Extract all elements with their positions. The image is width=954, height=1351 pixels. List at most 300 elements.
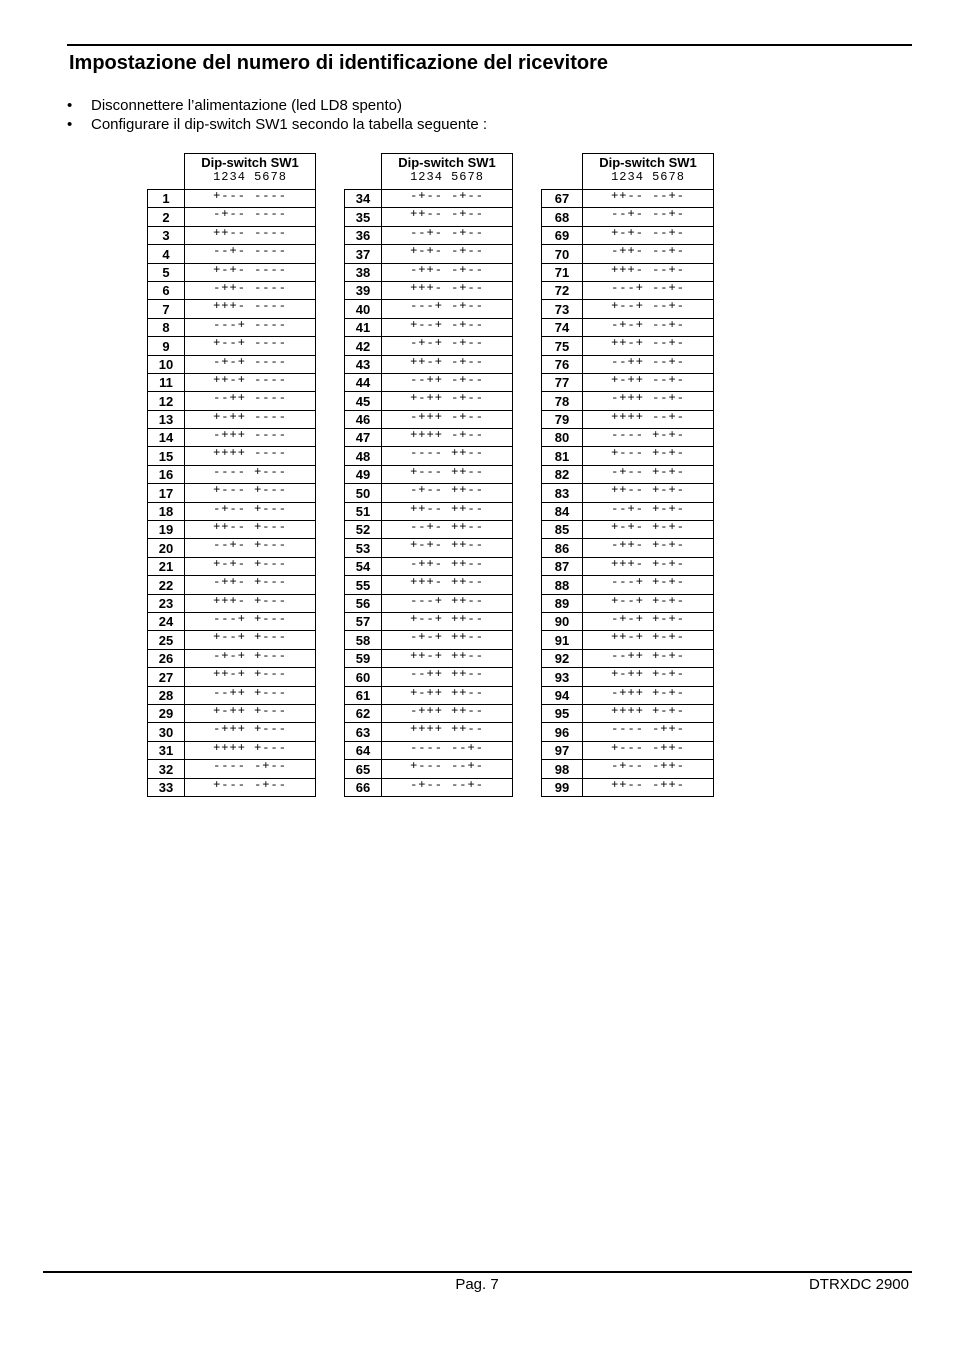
receiver-id-cell: 25 <box>148 631 185 649</box>
switch-setting-cell: +++- -+-- <box>382 281 513 299</box>
switch-setting-cell: +-+- -+-- <box>382 245 513 263</box>
switch-setting-cell: +-+- --+- <box>583 226 714 244</box>
receiver-id-cell: 95 <box>542 704 583 722</box>
receiver-id-cell: 42 <box>345 337 382 355</box>
table-row <box>345 502 513 520</box>
switch-setting-cell: ++-- +--- <box>185 521 316 539</box>
receiver-id-cell: 69 <box>542 226 583 244</box>
receiver-id-cell: 47 <box>345 429 382 447</box>
receiver-id-cell: 84 <box>542 502 583 520</box>
switch-setting-cell: ++-+ +--- <box>185 668 316 686</box>
switch-setting-cell: +--+ ++-- <box>382 612 513 630</box>
switch-setting-cell: +++- ++-- <box>382 576 513 594</box>
receiver-id-cell: 73 <box>542 300 583 318</box>
table-row <box>542 649 714 667</box>
column-header-switch-numbers: 1234 5678 <box>611 170 685 184</box>
dip-switch-table-2 <box>344 153 513 797</box>
list-item <box>67 115 487 134</box>
receiver-id-cell: 62 <box>345 704 382 722</box>
receiver-id-cell: 82 <box>542 465 583 483</box>
receiver-id-cell: 52 <box>345 521 382 539</box>
receiver-id-cell: 48 <box>345 447 382 465</box>
switch-setting-cell: -+++ ---- <box>185 429 316 447</box>
switch-setting-cell: ++++ +--- <box>185 741 316 759</box>
table-row <box>345 686 513 704</box>
table-row <box>345 465 513 483</box>
table-row <box>148 484 316 502</box>
switch-setting-cell: ++++ --+- <box>583 410 714 428</box>
switch-setting-cell: +-++ +--- <box>185 704 316 722</box>
receiver-id-cell: 85 <box>542 521 583 539</box>
receiver-id-cell: 53 <box>345 539 382 557</box>
bullet-icon: • <box>67 97 73 114</box>
receiver-id-cell: 83 <box>542 484 583 502</box>
switch-setting-cell: +++- +--- <box>185 594 316 612</box>
table-row <box>345 245 513 263</box>
receiver-id-cell: 78 <box>542 392 583 410</box>
switch-setting-cell: +--- +--- <box>185 484 316 502</box>
table-row <box>542 723 714 741</box>
table-row <box>148 392 316 410</box>
receiver-id-cell: 35 <box>345 208 382 226</box>
table-row <box>148 649 316 667</box>
switch-setting-cell: -+-+ --+- <box>583 318 714 336</box>
table-row <box>542 521 714 539</box>
switch-setting-cell: ---- --+- <box>382 741 513 759</box>
table-row <box>345 410 513 428</box>
receiver-id-cell: 32 <box>148 760 185 778</box>
receiver-id-cell: 49 <box>345 465 382 483</box>
receiver-id-cell: 9 <box>148 337 185 355</box>
switch-setting-cell: -+-- -++- <box>583 760 714 778</box>
header-blank-cell <box>148 154 185 190</box>
table-row <box>345 741 513 759</box>
switch-setting-cell: -+-+ +--- <box>185 649 316 667</box>
receiver-id-cell: 23 <box>148 594 185 612</box>
table-row <box>542 668 714 686</box>
receiver-id-cell: 10 <box>148 355 185 373</box>
table-row <box>542 226 714 244</box>
table-row <box>345 484 513 502</box>
list-item <box>67 96 487 115</box>
receiver-id-cell: 12 <box>148 392 185 410</box>
receiver-id-cell: 14 <box>148 429 185 447</box>
receiver-id-cell: 22 <box>148 576 185 594</box>
table-row <box>148 557 316 575</box>
receiver-id-cell: 51 <box>345 502 382 520</box>
switch-setting-cell: ---+ +--- <box>185 612 316 630</box>
column-header <box>185 154 316 190</box>
switch-setting-cell: ++-+ -+-- <box>382 355 513 373</box>
table-row <box>542 741 714 759</box>
switch-setting-cell: ++-- --+- <box>583 190 714 208</box>
switch-setting-cell: ---- -+-- <box>185 760 316 778</box>
receiver-id-cell: 3 <box>148 226 185 244</box>
switch-setting-cell: ++-+ ---- <box>185 373 316 391</box>
table-row <box>148 318 316 336</box>
table-row <box>148 263 316 281</box>
table-row <box>345 318 513 336</box>
table-row <box>148 668 316 686</box>
receiver-id-cell: 21 <box>148 557 185 575</box>
receiver-id-cell: 17 <box>148 484 185 502</box>
receiver-id-cell: 34 <box>345 190 382 208</box>
receiver-id-cell: 27 <box>148 668 185 686</box>
switch-setting-cell: +--- -+-- <box>185 778 316 796</box>
receiver-id-cell: 7 <box>148 300 185 318</box>
top-rule <box>67 44 912 46</box>
table-row <box>148 410 316 428</box>
table-row <box>542 300 714 318</box>
table-row <box>345 373 513 391</box>
table-row <box>345 521 513 539</box>
switch-setting-cell: -+-- -+-- <box>382 190 513 208</box>
receiver-id-cell: 65 <box>345 760 382 778</box>
receiver-id-cell: 50 <box>345 484 382 502</box>
receiver-id-cell: 43 <box>345 355 382 373</box>
column-header-switch-numbers: 1234 5678 <box>410 170 484 184</box>
switch-setting-cell: +--- --+- <box>382 760 513 778</box>
switch-setting-cell: +-++ +-+- <box>583 668 714 686</box>
switch-setting-cell: ++-- -++- <box>583 778 714 796</box>
table-row <box>542 594 714 612</box>
receiver-id-cell: 54 <box>345 557 382 575</box>
table-row <box>148 502 316 520</box>
table-row <box>148 539 316 557</box>
switch-setting-cell: ---- -++- <box>583 723 714 741</box>
table-row <box>148 760 316 778</box>
receiver-id-cell: 31 <box>148 741 185 759</box>
table-row <box>542 465 714 483</box>
switch-setting-cell: -+-- +-+- <box>583 465 714 483</box>
receiver-id-cell: 70 <box>542 245 583 263</box>
dip-switch-table <box>344 153 513 797</box>
switch-setting-cell: -+++ +-+- <box>583 686 714 704</box>
receiver-id-cell: 91 <box>542 631 583 649</box>
table-row <box>148 612 316 630</box>
receiver-id-cell: 20 <box>148 539 185 557</box>
switch-setting-cell: -+-+ -+-- <box>382 337 513 355</box>
switch-setting-cell: ++-- +-+- <box>583 484 714 502</box>
receiver-id-cell: 75 <box>542 337 583 355</box>
switch-setting-cell: --+- +-+- <box>583 502 714 520</box>
switch-setting-cell: ++++ ++-- <box>382 723 513 741</box>
switch-setting-cell: -+-+ ++-- <box>382 631 513 649</box>
table-row <box>345 594 513 612</box>
switch-setting-cell: ++++ +-+- <box>583 704 714 722</box>
receiver-id-cell: 89 <box>542 594 583 612</box>
switch-setting-cell: ++++ ---- <box>185 447 316 465</box>
switch-setting-cell: --++ +-+- <box>583 649 714 667</box>
receiver-id-cell: 66 <box>345 778 382 796</box>
switch-setting-cell: +-++ --+- <box>583 373 714 391</box>
table-row <box>542 760 714 778</box>
receiver-id-cell: 94 <box>542 686 583 704</box>
receiver-id-cell: 8 <box>148 318 185 336</box>
receiver-id-cell: 72 <box>542 281 583 299</box>
switch-setting-cell: -++- --+- <box>583 245 714 263</box>
table-row <box>345 263 513 281</box>
header-blank-cell <box>542 154 583 190</box>
switch-setting-cell: -+-- ++-- <box>382 484 513 502</box>
switch-setting-cell: +-+- ++-- <box>382 539 513 557</box>
receiver-id-cell: 58 <box>345 631 382 649</box>
receiver-id-cell: 87 <box>542 557 583 575</box>
switch-setting-cell: ---- +-+- <box>583 429 714 447</box>
table-row <box>148 576 316 594</box>
receiver-id-cell: 15 <box>148 447 185 465</box>
receiver-id-cell: 81 <box>542 447 583 465</box>
receiver-id-cell: 45 <box>345 392 382 410</box>
switch-setting-cell: --+- ---- <box>185 245 316 263</box>
table-row <box>148 594 316 612</box>
receiver-id-cell: 80 <box>542 429 583 447</box>
table-row <box>542 373 714 391</box>
switch-setting-cell: -++- ++-- <box>382 557 513 575</box>
table-header-row <box>345 154 513 190</box>
receiver-id-cell: 38 <box>345 263 382 281</box>
table-row <box>345 226 513 244</box>
table-row <box>542 318 714 336</box>
instruction-text: Disconnettere l’alimentazione (led LD8 spento) <box>91 97 403 114</box>
receiver-id-cell: 63 <box>345 723 382 741</box>
dip-switch-table-1 <box>147 153 316 797</box>
bullet-icon: • <box>67 116 73 133</box>
receiver-id-cell: 64 <box>345 741 382 759</box>
switch-setting-cell: --++ ++-- <box>382 668 513 686</box>
switch-setting-cell: ---+ ---- <box>185 318 316 336</box>
receiver-id-cell: 86 <box>542 539 583 557</box>
table-row <box>148 465 316 483</box>
receiver-id-cell: 5 <box>148 263 185 281</box>
switch-setting-cell: +--- ---- <box>185 190 316 208</box>
switch-setting-cell: +--- +-+- <box>583 447 714 465</box>
switch-setting-cell: +--+ ---- <box>185 337 316 355</box>
column-header-title: Dip-switch SW1 <box>201 155 299 170</box>
switch-setting-cell: ---- ++-- <box>382 447 513 465</box>
header-blank-cell <box>345 154 382 190</box>
switch-setting-cell: -++- -+-- <box>382 263 513 281</box>
table-row <box>345 612 513 630</box>
table-row <box>148 741 316 759</box>
switch-setting-cell: ++-+ --+- <box>583 337 714 355</box>
switch-setting-cell: --+- -+-- <box>382 226 513 244</box>
table-row <box>345 190 513 208</box>
table-row <box>542 281 714 299</box>
table-row <box>345 429 513 447</box>
table-row <box>542 612 714 630</box>
receiver-id-cell: 28 <box>148 686 185 704</box>
switch-setting-cell: ---+ ++-- <box>382 594 513 612</box>
table-row <box>542 355 714 373</box>
table-row <box>345 760 513 778</box>
table-row <box>345 576 513 594</box>
switch-setting-cell: -+++ ++-- <box>382 704 513 722</box>
table-row <box>345 704 513 722</box>
table-row <box>345 355 513 373</box>
table-row <box>345 539 513 557</box>
table-row <box>542 576 714 594</box>
table-header-row <box>542 154 714 190</box>
receiver-id-cell: 30 <box>148 723 185 741</box>
receiver-id-cell: 77 <box>542 373 583 391</box>
receiver-id-cell: 46 <box>345 410 382 428</box>
table-row <box>345 631 513 649</box>
table-row <box>542 704 714 722</box>
table-row <box>542 263 714 281</box>
receiver-id-cell: 39 <box>345 281 382 299</box>
receiver-id-cell: 76 <box>542 355 583 373</box>
switch-setting-cell: --++ +--- <box>185 686 316 704</box>
column-header-title: Dip-switch SW1 <box>599 155 697 170</box>
document-code: DTRXDC 2900 <box>808 1276 909 1293</box>
table-row <box>345 392 513 410</box>
instruction-text: Configurare il dip-switch SW1 secondo la tabella seguente : <box>91 116 488 133</box>
table-row <box>148 723 316 741</box>
table-row <box>542 778 714 796</box>
table-row <box>148 521 316 539</box>
switch-setting-cell: ++-+ +-+- <box>583 631 714 649</box>
table-row <box>345 778 513 796</box>
receiver-id-cell: 90 <box>542 612 583 630</box>
receiver-id-cell: 11 <box>148 373 185 391</box>
dip-switch-table <box>541 153 714 797</box>
table-row <box>148 190 316 208</box>
switch-setting-cell: -+-- ---- <box>185 208 316 226</box>
switch-setting-cell: +--+ --+- <box>583 300 714 318</box>
table-row <box>148 245 316 263</box>
receiver-id-cell: 61 <box>345 686 382 704</box>
switch-setting-cell: +-+- ---- <box>185 263 316 281</box>
receiver-id-cell: 98 <box>542 760 583 778</box>
switch-setting-cell: ++++ -+-- <box>382 429 513 447</box>
table-row <box>345 300 513 318</box>
table-row <box>345 208 513 226</box>
table-row <box>542 539 714 557</box>
receiver-id-cell: 40 <box>345 300 382 318</box>
column-header-title: Dip-switch SW1 <box>398 155 496 170</box>
table-row <box>542 410 714 428</box>
switch-setting-cell: -++- +-+- <box>583 539 714 557</box>
table-row <box>148 226 316 244</box>
bottom-rule <box>43 1271 912 1273</box>
receiver-id-cell: 56 <box>345 594 382 612</box>
receiver-id-cell: 68 <box>542 208 583 226</box>
table-row <box>148 686 316 704</box>
table-row <box>148 355 316 373</box>
receiver-id-cell: 33 <box>148 778 185 796</box>
receiver-id-cell: 13 <box>148 410 185 428</box>
receiver-id-cell: 36 <box>345 226 382 244</box>
table-row <box>345 447 513 465</box>
table-row <box>542 484 714 502</box>
switch-setting-cell: +-++ ++-- <box>382 686 513 704</box>
receiver-id-cell: 4 <box>148 245 185 263</box>
receiver-id-cell: 71 <box>542 263 583 281</box>
receiver-id-cell: 44 <box>345 373 382 391</box>
table-row <box>148 429 316 447</box>
receiver-id-cell: 67 <box>542 190 583 208</box>
table-row <box>148 447 316 465</box>
receiver-id-cell: 59 <box>345 649 382 667</box>
table-row <box>345 649 513 667</box>
table-header-row <box>148 154 316 190</box>
table-row <box>542 502 714 520</box>
receiver-id-cell: 93 <box>542 668 583 686</box>
table-row <box>542 392 714 410</box>
table-row <box>345 668 513 686</box>
table-row <box>542 447 714 465</box>
dip-switch-table-3 <box>541 153 714 797</box>
table-row <box>542 245 714 263</box>
column-header <box>382 154 513 190</box>
switch-setting-cell: -+++ +--- <box>185 723 316 741</box>
table-row <box>148 704 316 722</box>
switch-setting-cell: -+++ --+- <box>583 392 714 410</box>
table-row <box>542 631 714 649</box>
table-row <box>345 557 513 575</box>
switch-setting-cell: --++ -+-- <box>382 373 513 391</box>
receiver-id-cell: 26 <box>148 649 185 667</box>
receiver-id-cell: 88 <box>542 576 583 594</box>
receiver-id-cell: 55 <box>345 576 382 594</box>
switch-setting-cell: +++- +-+- <box>583 557 714 575</box>
switch-setting-cell: +-++ ---- <box>185 410 316 428</box>
receiver-id-cell: 92 <box>542 649 583 667</box>
switch-setting-cell: ---- +--- <box>185 465 316 483</box>
receiver-id-cell: 97 <box>542 741 583 759</box>
switch-setting-cell: --+- +--- <box>185 539 316 557</box>
table-row <box>148 631 316 649</box>
table-row <box>148 281 316 299</box>
receiver-id-cell: 79 <box>542 410 583 428</box>
receiver-id-cell: 16 <box>148 465 185 483</box>
switch-setting-cell: +-++ -+-- <box>382 392 513 410</box>
table-row <box>542 190 714 208</box>
receiver-id-cell: 24 <box>148 612 185 630</box>
switch-setting-cell: -++- ---- <box>185 281 316 299</box>
switch-setting-cell: --+- ++-- <box>382 521 513 539</box>
switch-setting-cell: -++- +--- <box>185 576 316 594</box>
switch-setting-cell: -+-+ ---- <box>185 355 316 373</box>
table-row <box>148 778 316 796</box>
column-header-switch-numbers: 1234 5678 <box>213 170 287 184</box>
page-title: Impostazione del numero di identificazione del ricevitore <box>69 52 608 74</box>
switch-setting-cell: -+-+ +-+- <box>583 612 714 630</box>
table-row <box>148 300 316 318</box>
table-row <box>542 337 714 355</box>
table-row <box>148 337 316 355</box>
receiver-id-cell: 1 <box>148 190 185 208</box>
switch-setting-cell: +--+ +-+- <box>583 594 714 612</box>
switch-setting-cell: +--- ++-- <box>382 465 513 483</box>
receiver-id-cell: 37 <box>345 245 382 263</box>
receiver-id-cell: 60 <box>345 668 382 686</box>
switch-setting-cell: --++ ---- <box>185 392 316 410</box>
receiver-id-cell: 74 <box>542 318 583 336</box>
switch-setting-cell: -+++ -+-- <box>382 410 513 428</box>
table-row <box>345 337 513 355</box>
page-number: Pag. 7 <box>455 1276 499 1293</box>
receiver-id-cell: 96 <box>542 723 583 741</box>
table-row <box>345 281 513 299</box>
switch-setting-cell: ++-- ---- <box>185 226 316 244</box>
table-row <box>148 373 316 391</box>
switch-setting-cell: -+-- +--- <box>185 502 316 520</box>
switch-setting-cell: +-+- +--- <box>185 557 316 575</box>
switch-setting-cell: ---+ +-+- <box>583 576 714 594</box>
receiver-id-cell: 29 <box>148 704 185 722</box>
